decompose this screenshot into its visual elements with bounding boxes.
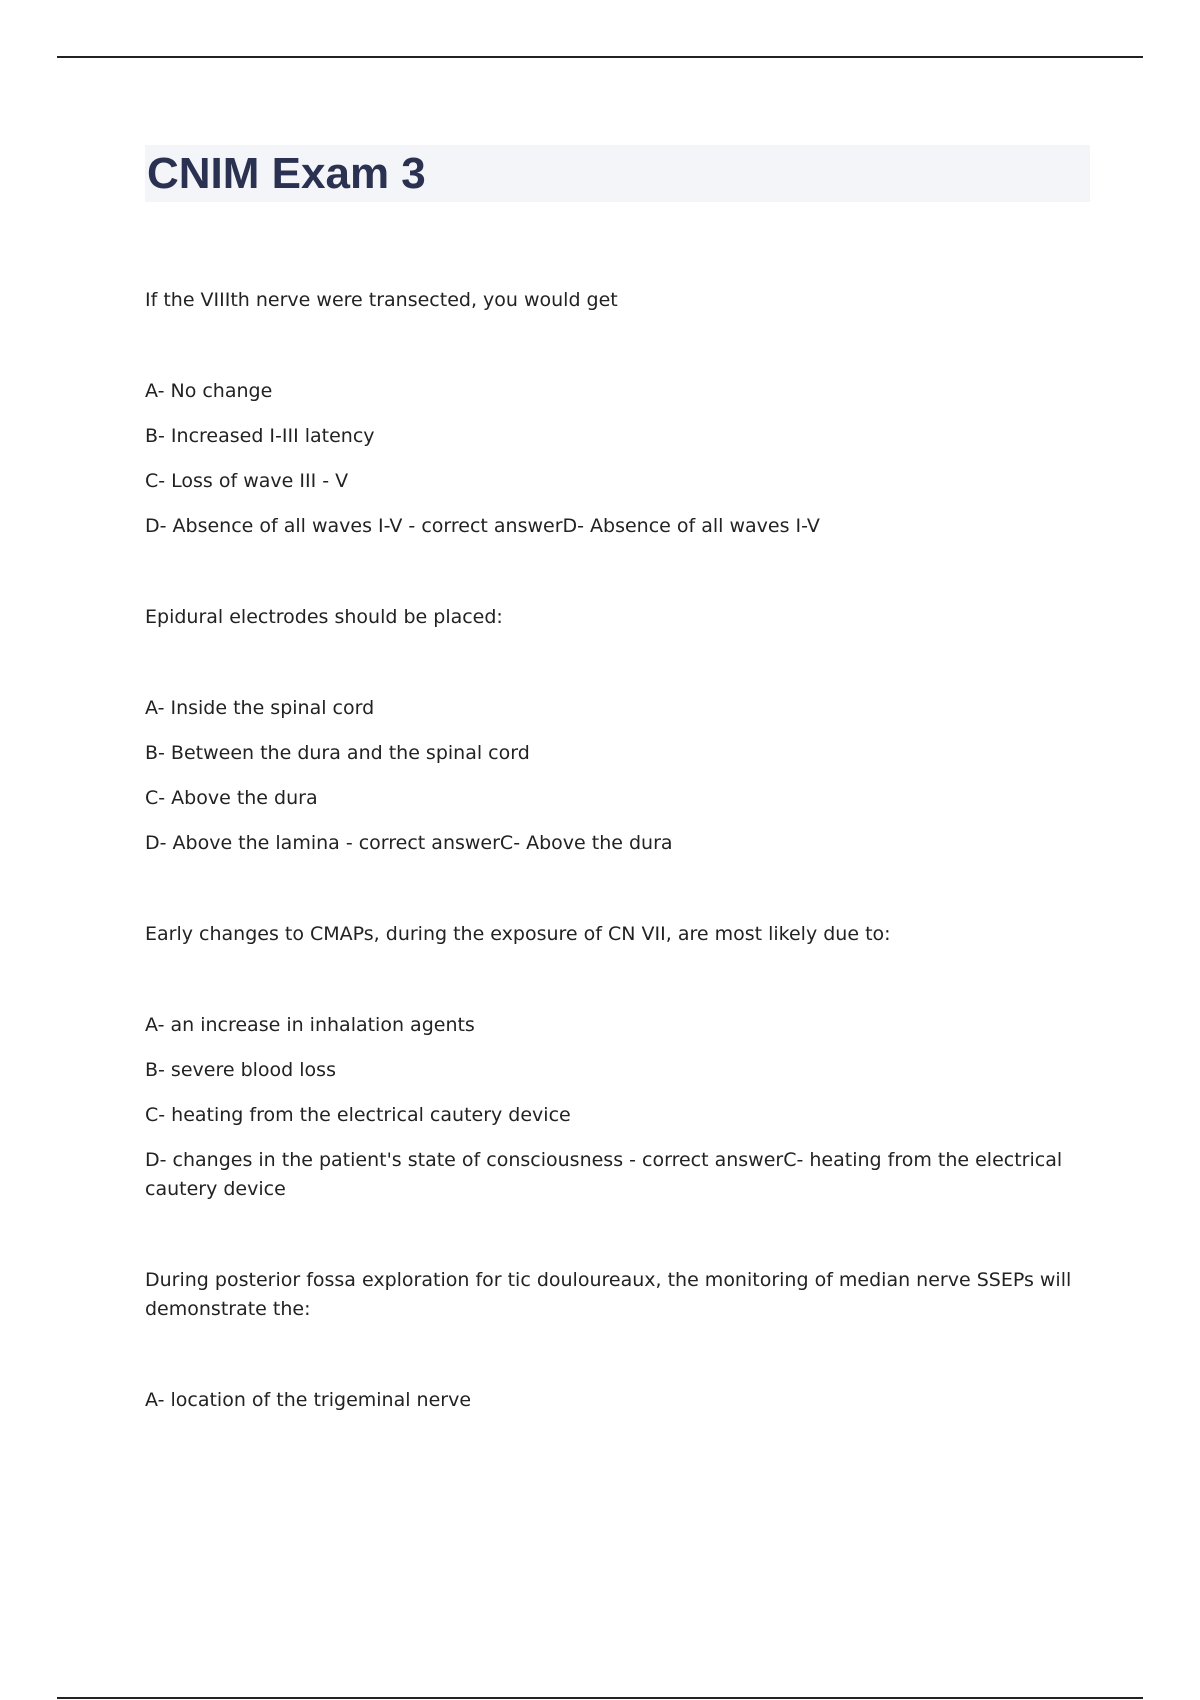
answer-options — [145, 1011, 1090, 1204]
question-4 — [145, 1266, 1090, 1415]
question-3 — [145, 920, 1090, 1204]
question-text: During posterior fossa exploration for tic douloureaux, the monitoring of median nerve SSEPs will demonstrate the: — [145, 1269, 1072, 1320]
option-a: A- Inside the spinal cord — [145, 697, 375, 719]
question-text: Early changes to CMAPs, during the exposure of CN VII, are most likely due to: — [145, 923, 891, 945]
option-b: B- Between the dura and the spinal cord — [145, 742, 530, 764]
bottom-rule — [57, 1697, 1143, 1699]
option-c: C- Loss of wave III - V — [145, 470, 349, 492]
answer-options — [145, 1386, 1090, 1415]
option-d: D- changes in the patient's state of consciousness - correct answerC- heating from the electrical cautery device — [145, 1149, 1063, 1200]
option-d: D- Absence of all waves I-V - correct answerD- Absence of all waves I-V — [145, 515, 820, 537]
option-c: C- heating from the electrical cautery device — [145, 1104, 571, 1126]
question-list — [145, 286, 1090, 1415]
option-a: A- an increase in inhalation agents — [145, 1014, 475, 1036]
document-body — [145, 145, 1090, 1415]
title-band — [145, 145, 1090, 202]
question-text: If the VIIIth nerve were transected, you would get — [145, 289, 618, 311]
option-a: A- location of the trigeminal nerve — [145, 1389, 472, 1411]
question-1 — [145, 286, 1090, 541]
top-rule — [57, 56, 1143, 58]
question-text: Epidural electrodes should be placed: — [145, 606, 503, 628]
document-title: CNIM Exam 3 — [147, 149, 426, 198]
answer-options — [145, 377, 1090, 541]
answer-options — [145, 694, 1090, 858]
option-a: A- No change — [145, 380, 273, 402]
option-d: D- Above the lamina - correct answerC- Above the dura — [145, 832, 673, 854]
question-2 — [145, 603, 1090, 858]
option-b: B- Increased I-III latency — [145, 425, 375, 447]
option-c: C- Above the dura — [145, 787, 318, 809]
option-b: B- severe blood loss — [145, 1059, 336, 1081]
